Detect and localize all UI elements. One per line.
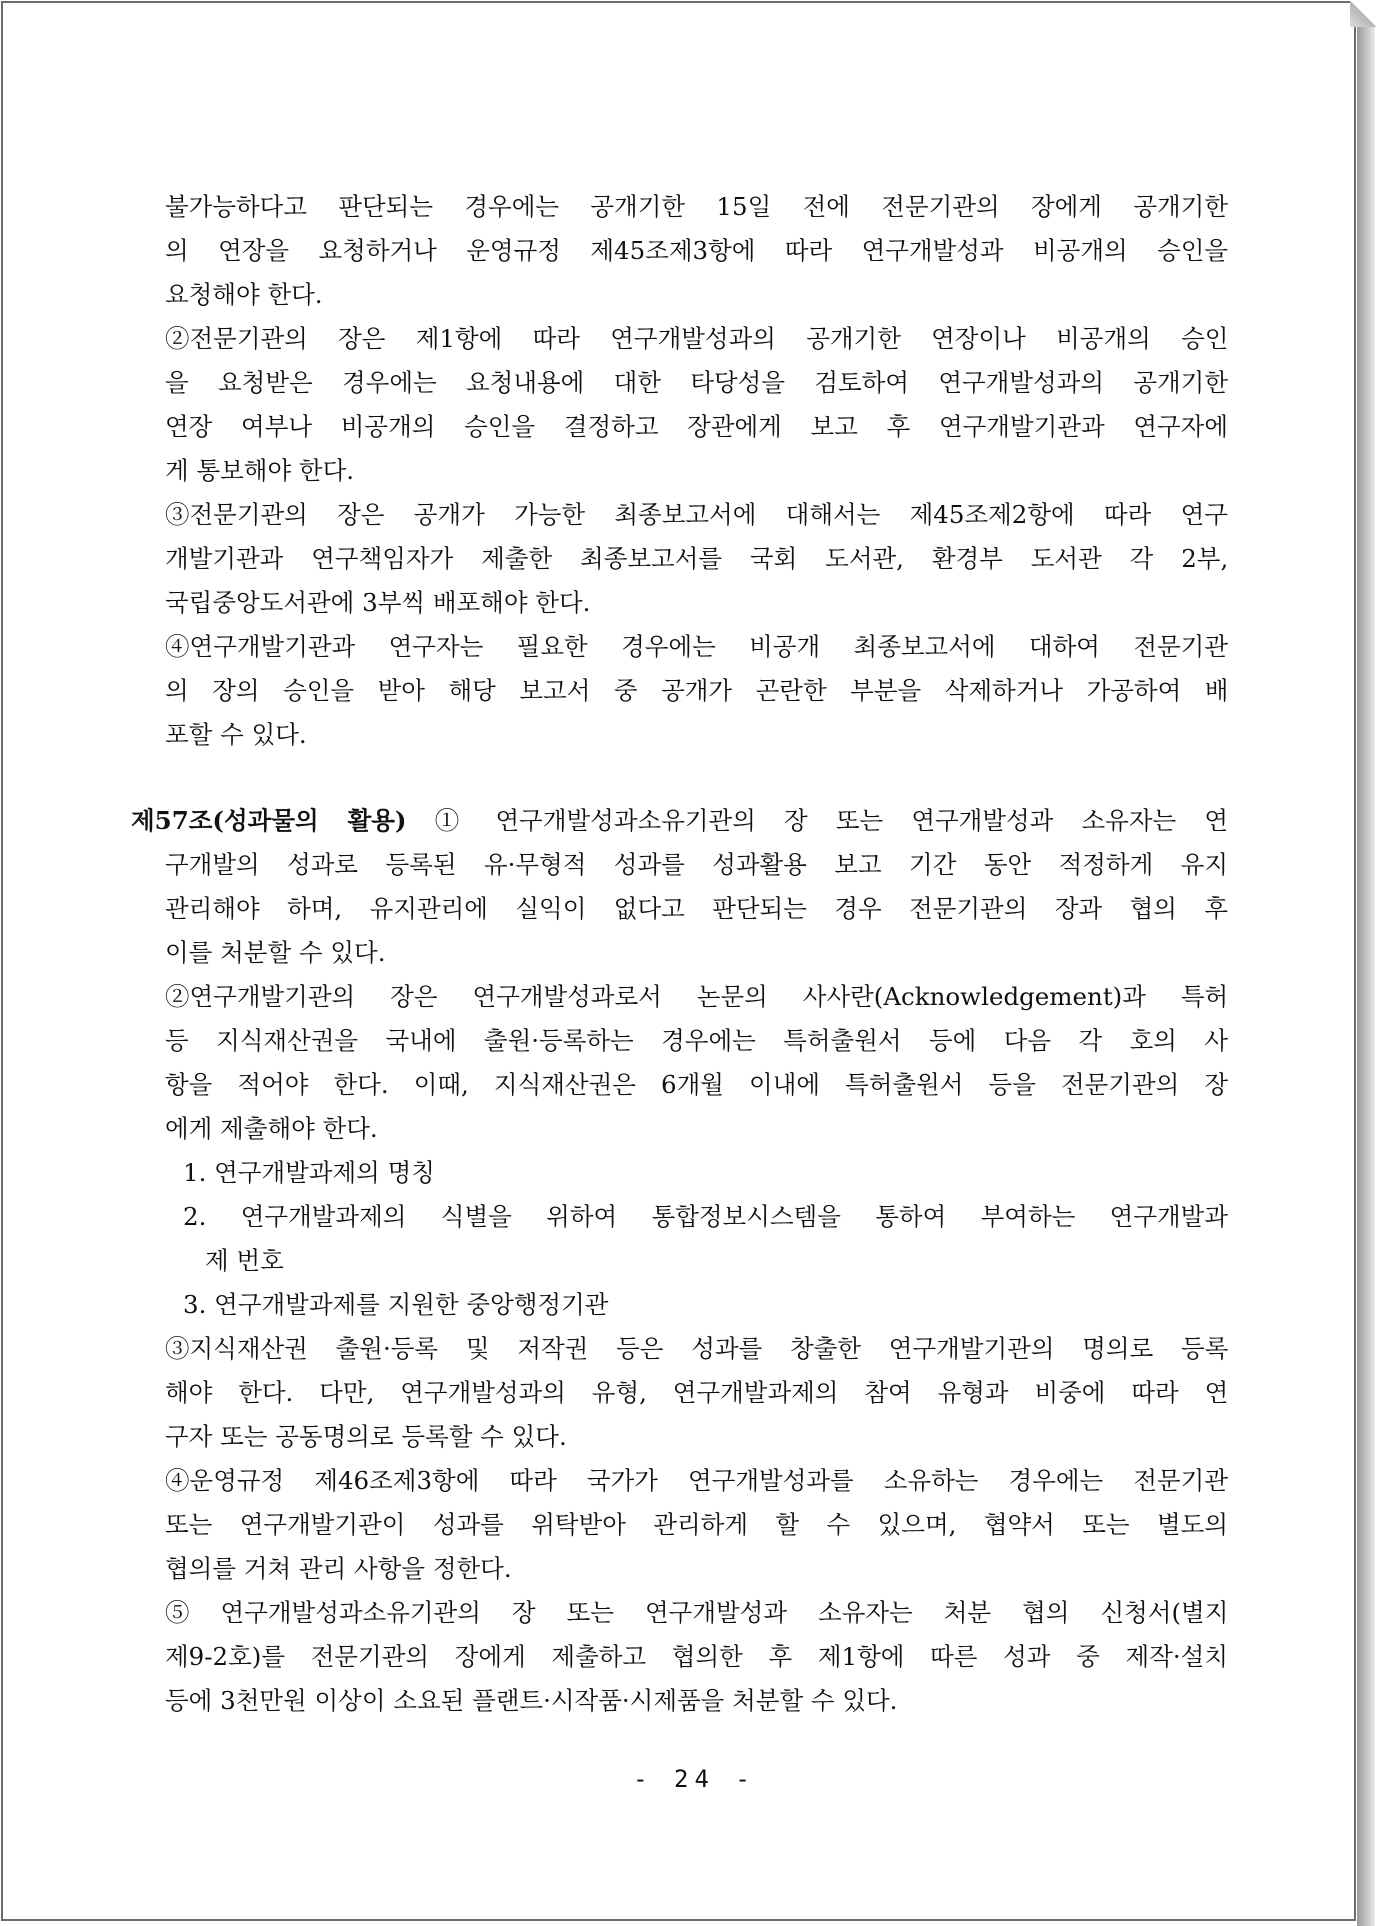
list-item: 2. 연구개발과제의 식별을 위하여 통합정보시스템을 통하여 부여하는 연구개발과 [183, 1202, 1228, 1231]
text-line: 관리해야 하며, 유지관리에 실익이 없다고 판단되는 경우 전문기관의 장과 협의 후 [165, 894, 1228, 923]
text-line: ③전문기관의 장은 공개가 가능한 최종보고서에 대해서는 제45조제2항에 따라 연구 [165, 500, 1228, 529]
text-line: 제9-2호)를 전문기관의 장에게 제출하고 협의한 후 제1항에 따른 성과 중 제작·설치 [165, 1642, 1228, 1671]
text-line: ① 연구개발성과소유기관의 장 또는 연구개발성과 소유자는 연 [406, 806, 1229, 835]
text-line: ③지식재산권 출원·등록 및 저작권 등은 성과를 창출한 연구개발기관의 명의로 등록 [165, 1334, 1229, 1363]
text-line: 국립중앙도서관에 3부씩 배포해야 한다. [165, 588, 591, 617]
text-line: 연장 여부나 비공개의 승인을 결정하고 장관에게 보고 후 연구개발기관과 연구자에 [165, 412, 1228, 441]
text-line: ②연구개발기관의 장은 연구개발성과로서 논문의 사사란(Acknowledgement)과 특허 [165, 982, 1229, 1011]
list-item: 1. 연구개발과제의 명칭 [183, 1158, 435, 1187]
page-number: - 24 - [633, 1765, 756, 1793]
article-heading-line [131, 806, 1228, 836]
text-line: 개발기관과 연구책임자가 제출한 최종보고서를 국회 도서관, 환경부 도서관 각 2부, [165, 544, 1229, 573]
text-line: 항을 적어야 한다. 이때, 지식재산권은 6개월 이내에 특허출원서 등을 전문기관의 장 [165, 1070, 1229, 1099]
text-line: ④운영규정 제46조제3항에 따라 국가가 연구개발성과를 소유하는 경우에는 전문기관 [165, 1466, 1228, 1495]
text-line: ⑤ 연구개발성과소유기관의 장 또는 연구개발성과 소유자는 처분 협의 신청서(별지 [165, 1598, 1229, 1627]
text-line: 게 통보해야 한다. [165, 456, 355, 485]
page-corner-fold [1350, 1, 1376, 27]
text-line: 의 연장을 요청하거나 운영규정 제45조제3항에 따라 연구개발성과 비공개의 승인을 [165, 236, 1229, 265]
text-line: 의 장의 승인을 받아 해당 보고서 중 공개가 곤란한 부분을 삭제하거나 가공하여 배 [165, 676, 1229, 705]
text-line: 요청해야 한다. [165, 280, 323, 309]
text-line: 협의를 거쳐 관리 사항을 정한다. [165, 1554, 512, 1583]
text-line: 불가능하다고 판단되는 경우에는 공개기한 15일 전에 전문기관의 장에게 공개기한 [165, 192, 1228, 221]
article-title: 제57조(성과물의 활용) [131, 806, 407, 835]
text-line: 또는 연구개발기관이 성과를 위탁받아 관리하게 할 수 있으며, 협약서 또는 별도의 [165, 1510, 1228, 1539]
text-line: 포할 수 있다. [165, 720, 307, 749]
list-item: 3. 연구개발과제를 지원한 중앙행정기관 [183, 1290, 609, 1319]
text-line: ②전문기관의 장은 제1항에 따라 연구개발성과의 공개기한 연장이나 비공개의 승인 [165, 324, 1229, 353]
text-line: 구자 또는 공동명의로 등록할 수 있다. [165, 1422, 567, 1451]
page-shadow [1357, 8, 1375, 1926]
text-line: 해야 한다. 다만, 연구개발성과의 유형, 연구개발과제의 참여 유형과 비중에 따라 연 [165, 1378, 1229, 1407]
text-line: 에게 제출해야 한다. [165, 1114, 378, 1143]
text-line: 이를 처분할 수 있다. [165, 938, 386, 967]
text-line: 구개발의 성과로 등록된 유·무형적 성과를 성과활용 보고 기간 동안 적정하게 유지 [165, 850, 1228, 879]
list-item-continued: 제 번호 [205, 1246, 284, 1275]
text-line: 등 지식재산권을 국내에 출원·등록하는 경우에는 특허출원서 등에 다음 각 호의 사 [165, 1026, 1228, 1055]
text-line: ④연구개발기관과 연구자는 필요한 경우에는 비공개 최종보고서에 대하여 전문기관 [165, 632, 1228, 661]
text-line: 을 요청받은 경우에는 요청내용에 대한 타당성을 검토하여 연구개발성과의 공개기한 [165, 368, 1228, 397]
text-line: 등에 3천만원 이상이 소요된 플랜트·시작품·시제품을 처분할 수 있다. [165, 1686, 898, 1715]
